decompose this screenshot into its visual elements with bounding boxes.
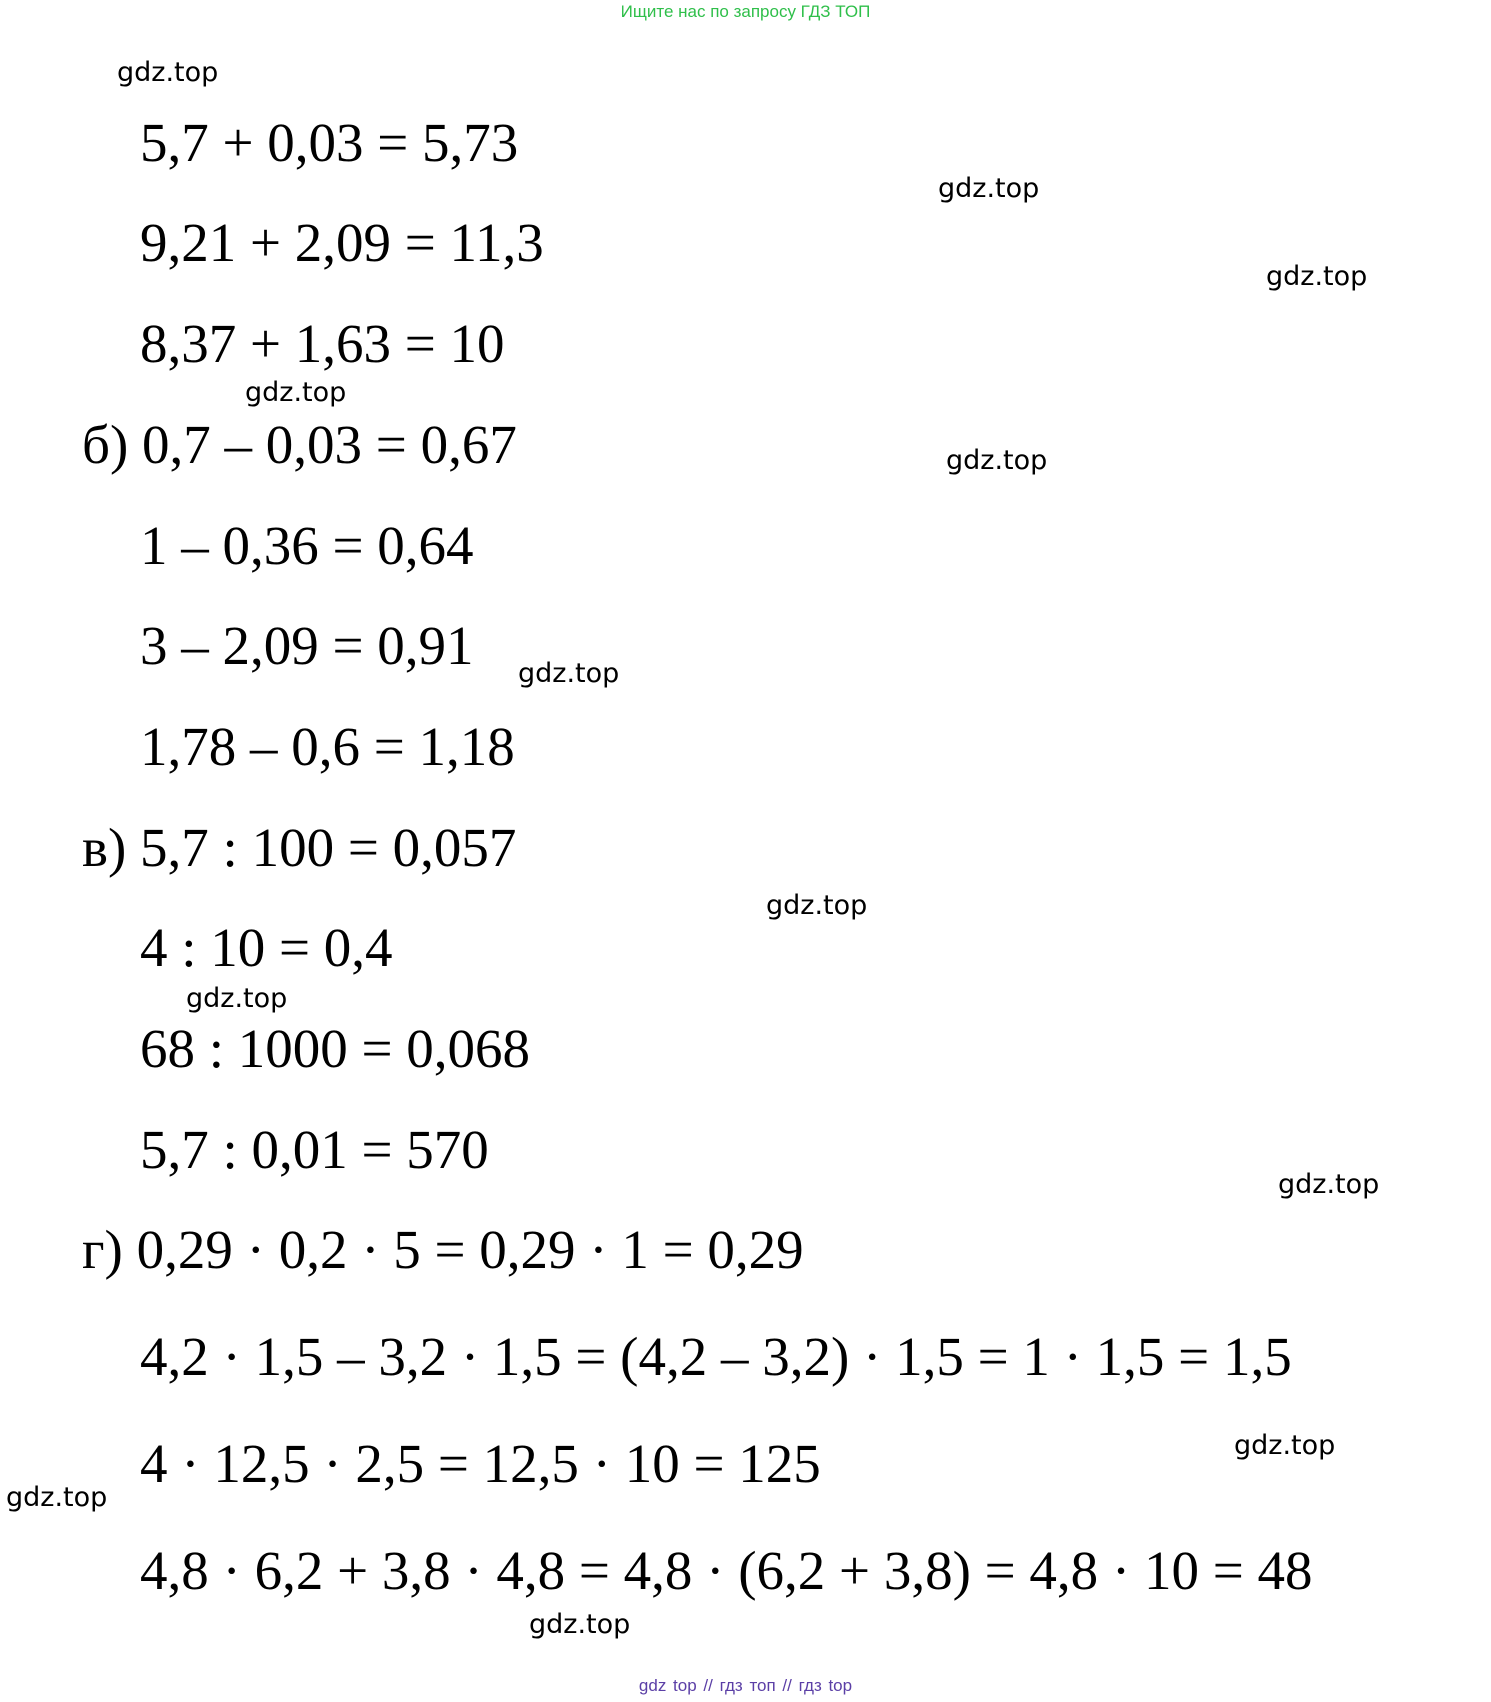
equation-v4: 5,7 : 0,01 = 570 <box>140 1119 489 1180</box>
footer-links: gdz top // гдз топ // гдз top <box>638 1676 853 1695</box>
watermark: gdz.top <box>1266 261 1368 292</box>
equation-a2: 9,21 + 2,09 = 11,3 <box>140 212 544 273</box>
equation-v2: 4 : 10 = 0,4 <box>140 917 393 978</box>
watermark: gdz.top <box>518 658 620 689</box>
equation-b3: 3 – 2,09 = 0,91 <box>140 615 474 676</box>
watermark: gdz.top <box>186 983 288 1014</box>
equation-v1: в) 5,7 : 100 = 0,057 <box>82 817 517 878</box>
watermark: gdz.top <box>6 1482 108 1513</box>
equation-b4: 1,78 – 0,6 = 1,18 <box>140 716 515 777</box>
equation-g3: 4 · 12,5 · 2,5 = 12,5 · 10 = 125 <box>140 1433 821 1494</box>
equation-g4: 4,8 · 6,2 + 3,8 · 4,8 = 4,8 · (6,2 + 3,8) = 4,8 · 10 = 48 <box>140 1540 1313 1601</box>
equation-b2: 1 – 0,36 = 0,64 <box>140 515 474 576</box>
equation-a1: 5,7 + 0,03 = 5,73 <box>140 112 519 173</box>
watermark: gdz.top <box>117 57 219 88</box>
equation-b1: б) 0,7 – 0,03 = 0,67 <box>82 414 517 475</box>
equation-g2: 4,2 · 1,5 – 3,2 · 1,5 = (4,2 – 3,2) · 1,5 = 1 · 1,5 = 1,5 <box>140 1326 1292 1387</box>
watermark: gdz.top <box>946 445 1048 476</box>
watermark: gdz.top <box>245 377 347 408</box>
equation-a3: 8,37 + 1,63 = 10 <box>140 313 505 374</box>
search-banner: Ищите нас по запросу ГДЗ ТОП <box>620 2 871 21</box>
equation-v3: 68 : 1000 = 0,068 <box>140 1018 531 1079</box>
watermark: gdz.top <box>1234 1430 1336 1461</box>
watermark: gdz.top <box>1278 1169 1380 1200</box>
watermark: gdz.top <box>938 173 1040 204</box>
watermark: gdz.top <box>529 1609 631 1640</box>
equation-g1: г) 0,29 · 0,2 · 5 = 0,29 · 1 = 0,29 <box>82 1219 804 1280</box>
watermark: gdz.top <box>766 890 868 921</box>
